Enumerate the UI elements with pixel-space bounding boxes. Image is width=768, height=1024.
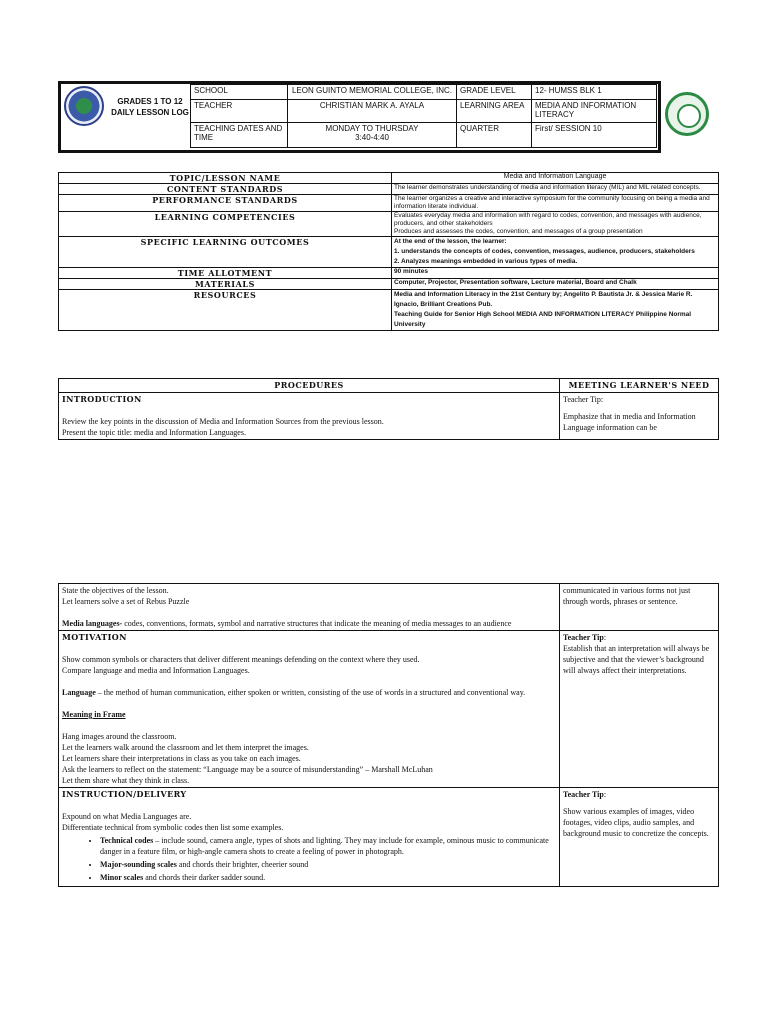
media-languages-def-text: codes, conventions, formats, symbol and narrative structures that indicate the meaning of media messages to an audience <box>122 619 512 628</box>
rebus-text: Let learners solve a set of Rebus Puzzle <box>62 597 190 606</box>
instruction-cell <box>59 788 560 887</box>
quarter-label: QUARTER <box>457 123 532 148</box>
motivation-p2: Compare language and media and Information Languages. <box>62 666 250 675</box>
teacher-value: CHRISTIAN MARK A. AYALA <box>288 100 457 123</box>
instruction-tip-label-line: Teacher Tip: <box>563 790 607 799</box>
school-label: SCHOOL <box>191 85 288 100</box>
activity-step-3: Let learners share their interpretations in class as you take on each images. <box>62 754 301 763</box>
introduction-tip-cell <box>560 393 719 440</box>
instruction-p2: Differentiate technical from symbolic codes then list some examples. <box>62 823 284 832</box>
objectives-cell <box>59 584 560 631</box>
school-value: LEON GUINTO MEMORIAL COLLEGE, INC. <box>288 85 457 100</box>
grade-level-label: GRADE LEVEL <box>457 85 532 100</box>
motivation-tip-label-line: Teacher Tip: <box>563 633 607 642</box>
content-standards-label: CONTENT STANDARDS <box>59 184 392 195</box>
minor-scales-term: Minor scales <box>100 873 144 882</box>
instruction-tip-cell <box>560 788 719 887</box>
teaching-time: 3:40-4:40 <box>355 133 389 142</box>
school-logo <box>665 92 709 136</box>
media-languages-definition <box>62 618 556 629</box>
deped-seal-logo <box>64 86 104 126</box>
time-allotment-value: 90 minutes <box>392 268 719 279</box>
procedures-table <box>58 378 719 440</box>
codes-list <box>62 835 556 883</box>
header-table <box>190 84 657 148</box>
teaching-days: MONDAY TO THURSDAY <box>325 124 419 133</box>
list-item <box>100 859 556 870</box>
quarter-value: First/ SESSION 10 <box>532 123 657 148</box>
activity-step-2: Let the learners walk around the classroom and let them interpret the images. <box>62 743 309 752</box>
language-def-text: – the method of human communication, either spoken or written, consisting of the use of words in a structured and conventional way. <box>95 688 526 697</box>
teaching-dates-label: TEACHING DATES AND TIME <box>191 123 288 148</box>
learning-area-value: MEDIA AND INFORMATION LITERACY <box>532 100 657 123</box>
minor-scales-text: and chords their darker sadder sound. <box>143 873 266 882</box>
content-standards-value: The learner demonstrates understanding of media and information literacy (MIL) and MIL related concepts. <box>392 184 719 195</box>
introduction-present: Present the topic title: media and Information Languages. <box>62 428 246 437</box>
motivation-tip-cell <box>560 631 719 788</box>
continued-tip: communicated in various forms not just through words, phrases or sentence. <box>563 586 691 606</box>
motivation-tip-label: Teacher Tip <box>563 633 604 642</box>
technical-codes-term: Technical codes <box>100 836 154 845</box>
lesson-info-table <box>58 172 719 331</box>
teacher-label: TEACHER <box>191 100 288 123</box>
learner-need-header: MEETING LEARNER'S NEED <box>560 379 719 393</box>
instruction-p1: Expound on what Media Languages are. <box>62 812 192 821</box>
language-term: Language <box>62 688 96 697</box>
competency-2: Produces and assesses the codes, convention, and messages of a group presentation <box>394 228 643 235</box>
materials-value: Computer, Projector, Presentation software, Lecture material, Board and Chalk <box>392 279 719 290</box>
resource-1: Media and Information Literacy in the 21st Century by; Angelito P. Bautista Jr. & Jessica Marie R. Ignacio, Brilliant Creations Pub. <box>394 291 693 308</box>
technical-codes-text: – include sound, camera angle, types of shots and lighting. They may include for example, ominous music to communicate danger in a feature film, or high-angle camera shots to create a feeling of power in photograph. <box>100 836 549 856</box>
introduction-tip: Emphasize that in media and Information Language information can be <box>563 412 696 432</box>
introduction-tip-label: Teacher Tip: <box>563 395 604 404</box>
introduction-title: INTRODUCTION <box>62 394 142 404</box>
performance-standards-label: PERFORMANCE STANDARDS <box>59 195 392 212</box>
learning-competencies-label: LEARNING COMPETENCIES <box>59 212 392 237</box>
objectives-text: State the objectives of the lesson. <box>62 586 169 595</box>
topic-label: TOPIC/LESSON NAME <box>59 173 392 184</box>
time-allotment-label: TIME ALLOTMENT <box>59 268 392 279</box>
performance-standards-value: The learner organizes a creative and interactive symposium for the community focusing on being a media and information literate individual. <box>392 195 719 212</box>
procedures-continued-table <box>58 583 719 887</box>
outcome-2: 2. Analyzes meanings embedded in various types of media. <box>394 258 578 265</box>
learning-competencies-value <box>392 212 719 237</box>
continued-tip-cell <box>560 584 719 631</box>
specific-outcomes-value <box>392 237 719 268</box>
list-item <box>100 872 556 883</box>
list-item <box>100 835 556 857</box>
motivation-cell <box>59 631 560 788</box>
activity-step-1: Hang images around the classroom. <box>62 732 177 741</box>
materials-label: MATERIALS <box>59 279 392 290</box>
specific-outcomes-label: SPECIFIC LEARNING OUTCOMES <box>59 237 392 268</box>
meaning-in-frame-title: Meaning in Frame <box>62 710 126 719</box>
resources-label: RESOURCES <box>59 290 392 331</box>
grade-level-value: 12- HUMSS BLK 1 <box>532 85 657 100</box>
learning-area-label: LEARNING AREA <box>457 100 532 123</box>
activity-step-5: Let them share what they think in class. <box>62 776 190 785</box>
grades-title: GRADES 1 TO 12 DAILY LESSON LOG <box>111 97 189 117</box>
activity-step-4: Ask the learners to reflect on the statement: “Language may be a source of misunderstanding” – Marshall McLuhan <box>62 765 433 774</box>
outcome-1: 1. understands the concepts of codes, convention, messages, audience, producers, stakeholders <box>394 248 695 255</box>
major-scales-term: Major-sounding scales <box>100 860 177 869</box>
resources-value <box>392 290 719 331</box>
instruction-tip-label: Teacher Tip <box>563 790 604 799</box>
language-definition <box>62 687 556 698</box>
media-languages-term: Media languages- <box>62 619 123 628</box>
motivation-p1: Show common symbols or characters that deliver different meanings defending on the context where they used. <box>62 655 420 664</box>
procedures-header: PROCEDURES <box>59 379 560 393</box>
motivation-title: MOTIVATION <box>62 632 127 642</box>
resource-2: Teaching Guide for Senior High School MEDIA AND INFORMATION LITERACY Philippine Normal University <box>394 311 692 328</box>
motivation-tip: Establish that an interpretation will always be subjective and that the viewer’s background will always affect their interpretations. <box>563 644 710 675</box>
teaching-dates-value <box>288 123 457 148</box>
topic-value: Media and Information Language <box>392 173 719 184</box>
competency-1: Evaluates everyday media and information with regard to codes, convention, and messages with audience, producers, and other stakeholders <box>394 212 702 227</box>
instruction-title: INSTRUCTION/DELIVERY <box>62 789 187 799</box>
outcome-intro: At the end of the lesson, the learner: <box>394 238 507 245</box>
instruction-tip: Show various examples of images, video footages, video clips, audio samples, and background music to concretize the concepts. <box>563 807 709 838</box>
introduction-cell <box>59 393 560 440</box>
introduction-review: Review the key points in the discussion of Media and Information Sources from the previous lesson. <box>62 417 384 426</box>
major-scales-text: and chords their brighter, cheerier sound <box>176 860 309 869</box>
